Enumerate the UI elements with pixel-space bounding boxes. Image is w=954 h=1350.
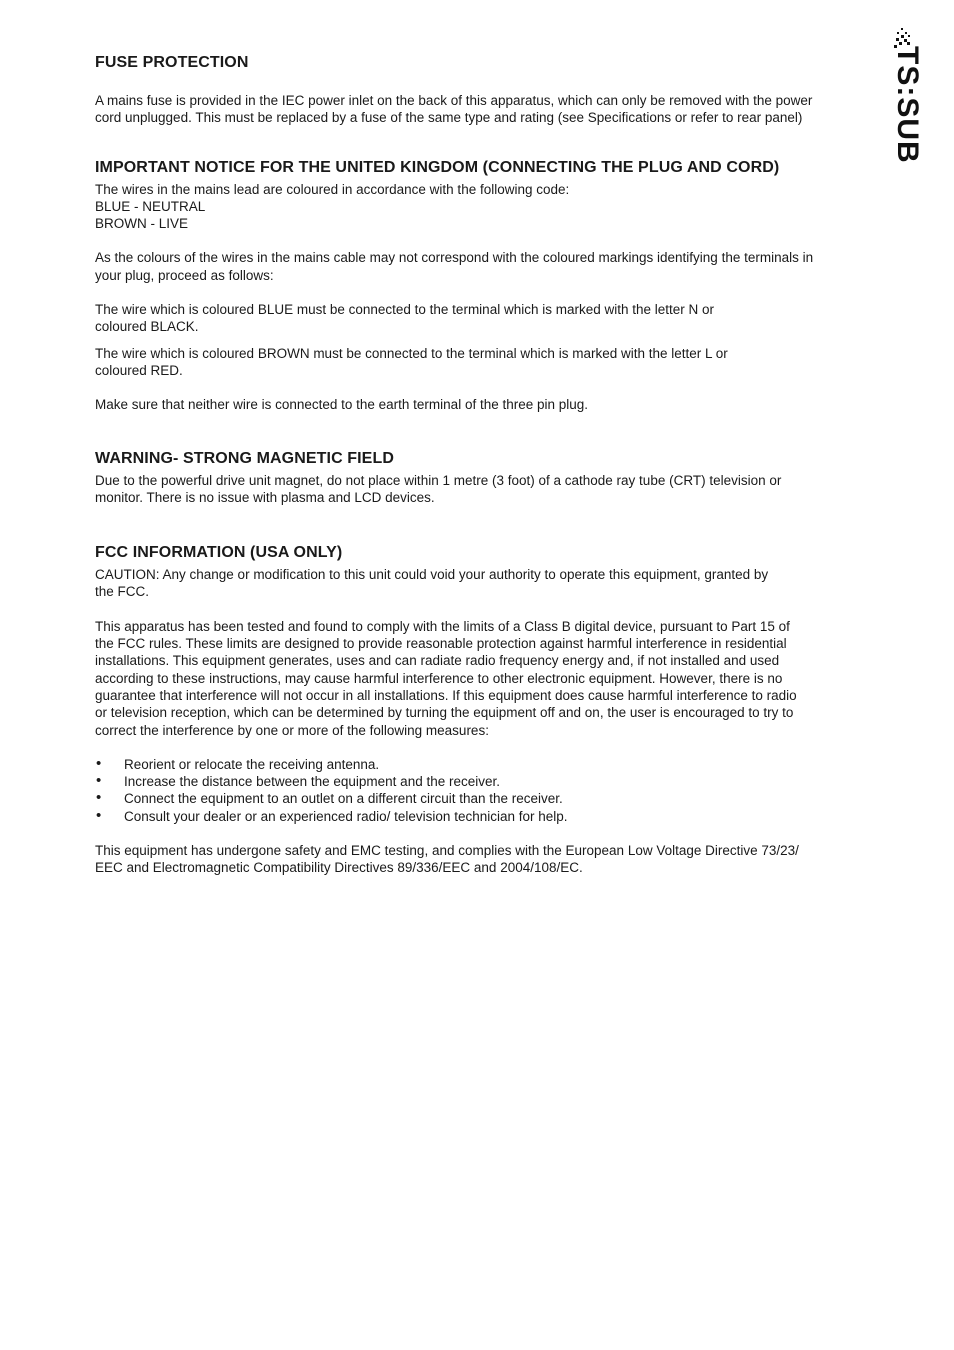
list-item-text: Reorient or relocate the receiving antenna. [124,756,380,772]
list-item-text: Increase the distance between the equipment and the receiver. [124,774,500,790]
colours-paragraph [95,249,867,284]
fuse-paragraph [95,92,867,127]
list-item-text: Connect the equipment to an outlet on a different circuit than the receiver. [124,791,563,807]
tssub-logo-icon [888,26,928,171]
text-line: according to these instructions, may cause harmful interference to other electronic equipment. However, there is no [95,670,783,686]
list-item [95,808,867,825]
bullet-icon: • [96,806,102,824]
text-line: coloured BLACK. [95,319,199,335]
text-line: This apparatus has been tested and found to comply with the limits of a Class B digital device, pursuant to Part 15 of [95,618,790,634]
text-line: The wire which is coloured BROWN must be connected to the terminal which is marked with the letter L or [95,345,728,361]
heading-uk-notice: IMPORTANT NOTICE FOR THE UNITED KINGDOM (CONNECTING THE PLUG AND CORD) [95,158,780,176]
bullet-icon: • [96,772,102,790]
text-line: The wire which is coloured BLUE must be connected to the terminal which is marked with the letter N or [95,302,715,318]
text-line: your plug, proceed as follows: [95,267,274,283]
text-line: or television reception, which can be determined by turning the equipment off and on, the user is encouraged to try to [95,705,794,721]
list-item [95,773,867,790]
text-line: installations. This equipment generates, uses and can radiate radio frequency energy and, if not installed and used [95,653,780,669]
text-line: the FCC. [95,584,150,600]
text-line: CAUTION: Any change or modification to this unit could void your authority to operate this equipment, granted by [95,567,769,583]
text-line: The wires in the mains lead are coloured in accordance with the following code: [95,181,570,197]
brown-wire-paragraph [95,345,867,380]
text-line: BROWN - LIVE [95,216,189,232]
text-line: the FCC rules. These limits are designed to provide reasonable protection against harmful interference in residential [95,636,787,652]
fcc-measures-list [95,756,867,825]
heading-magnetic-field: WARNING- STRONG MAGNETIC FIELD [95,449,394,467]
document-page [95,52,867,877]
text-line: guarantee that interference will not occur in all installations. If this equipment does cause harmful interference to radio [95,687,797,703]
magnet-paragraph [95,472,867,507]
heading-fcc-information: FCC INFORMATION (USA ONLY) [95,544,343,562]
text-line: cord unplugged. This must be replaced by a fuse of the same type and rating (see Specifications or refer to rear panel) [95,110,803,126]
bullet-icon: • [96,789,102,807]
wire-code-paragraph [95,181,867,233]
text-line: monitor. There is no issue with plasma and LCD devices. [95,489,435,505]
text-line: EEC and Electromagnetic Compatibility Directives 89/336/EEC and 2004/108/EC. [95,860,583,876]
blue-wire-paragraph [95,301,867,336]
fcc-tested-paragraph [95,618,867,739]
text-line: A mains fuse is provided in the IEC power inlet on the back of this apparatus, which can only be removed with the power [95,93,813,108]
list-item [95,756,867,773]
text-line: BLUE - NEUTRAL [95,198,206,214]
text-line: coloured RED. [95,362,183,378]
earth-paragraph: Make sure that neither wire is connected to the earth terminal of the three pin plug. [95,397,589,413]
brand-logo [888,26,928,171]
text-line: This equipment has undergone safety and EMC testing, and complies with the European Low Voltage Directive 73/23/ [95,843,799,859]
heading-fuse-protection: FUSE PROTECTION [95,54,249,71]
list-item [95,790,867,807]
text-line: Due to the powerful drive unit magnet, do not place within 1 metre (3 foot) of a cathode ray tube (CRT) television or [95,472,782,488]
text-line: correct the interference by one or more of the following measures: [95,722,489,738]
text-line: As the colours of the wires in the mains cable may not correspond with the coloured markings identifying the terminals in [95,250,814,266]
bullet-icon: • [96,754,102,772]
emc-paragraph [95,842,867,877]
list-item-text: Consult your dealer or an experienced radio/ television technician for help. [124,808,568,824]
logo-text: TS:SUB [891,46,924,164]
fcc-caution-paragraph [95,566,867,601]
